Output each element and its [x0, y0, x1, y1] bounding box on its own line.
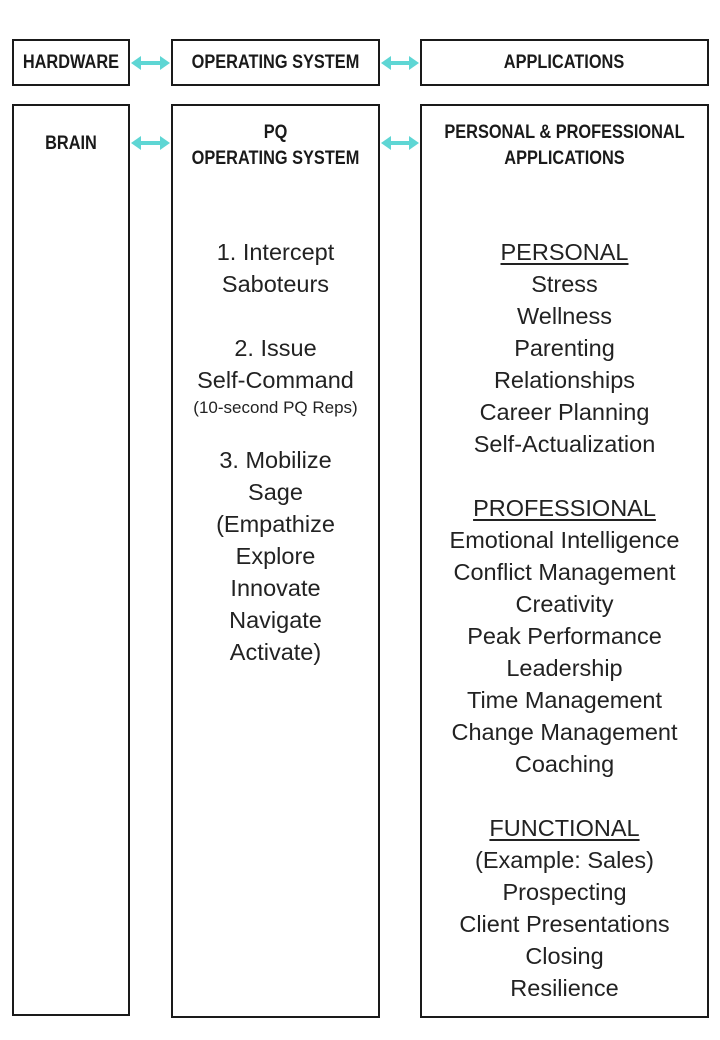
operating-system-label: OPERATING SYSTEM: [191, 51, 360, 73]
sage-power-item: Navigate: [229, 607, 322, 633]
list-item: Time Management: [466, 687, 663, 713]
list-item: Stress: [531, 271, 598, 297]
functional-heading: FUNCTIONAL: [489, 815, 640, 841]
brain-title: BRAIN: [45, 133, 97, 154]
double-arrow-icon: [380, 54, 420, 72]
list-item: Resilience: [510, 975, 619, 1001]
professional-heading: PROFESSIONAL: [473, 495, 656, 521]
double-arrow-icon: [130, 134, 171, 152]
sage-power-item: Activate): [229, 639, 322, 665]
list-item: Closing: [525, 943, 604, 969]
pq-title: PQ OPERATING SYSTEM: [191, 122, 360, 169]
list-item: Emotional Intelligence: [449, 527, 680, 553]
sage-power-item: (Empathize: [216, 511, 335, 537]
sage-power-item: Explore: [235, 543, 316, 569]
applications-title: PERSONAL & PROFESSIONAL APPLICATIONS: [444, 122, 685, 169]
applications-list: [422, 236, 707, 1004]
list-item: Leadership: [506, 655, 623, 681]
applications-column: [420, 104, 709, 1018]
step-3-line-2: Sage: [248, 479, 303, 505]
list-item: Coaching: [514, 751, 615, 777]
personal-heading: PERSONAL: [500, 239, 629, 265]
step-1-line-1: 1. Intercept: [216, 239, 335, 265]
operating-system-box: [171, 39, 380, 86]
step-1-line-2: Saboteurs: [221, 271, 330, 297]
list-item: Peak Performance: [467, 623, 662, 649]
list-item: Relationships: [493, 367, 636, 393]
sage-power-item: Innovate: [230, 575, 321, 601]
step-2-line-2: Self-Command: [197, 367, 354, 393]
list-item: Prospecting: [502, 879, 627, 905]
brain-column: [12, 104, 130, 1016]
applications-box: [420, 39, 709, 86]
list-item: Wellness: [517, 303, 612, 329]
list-item: Conflict Management: [453, 559, 676, 585]
list-item: Client Presentations: [459, 911, 670, 937]
list-item: Parenting: [514, 335, 615, 361]
pq-operating-system-column: [171, 104, 380, 1018]
list-item: Change Management: [451, 719, 678, 745]
hardware-label: HARDWARE: [22, 51, 120, 73]
hardware-box: [12, 39, 130, 86]
double-arrow-icon: [130, 54, 171, 72]
step-2-line-1: 2. Issue: [234, 335, 317, 361]
step-2-note: (10-second PQ Reps): [193, 398, 358, 417]
applications-label: APPLICATIONS: [504, 51, 625, 73]
list-item: Self-Actualization: [473, 431, 656, 457]
pq-steps: [173, 236, 378, 668]
double-arrow-icon: [380, 134, 420, 152]
list-item: (Example: Sales): [475, 847, 654, 873]
step-3-line-1: 3. Mobilize: [219, 447, 332, 473]
list-item: Creativity: [515, 591, 614, 617]
list-item: Career Planning: [479, 399, 650, 425]
